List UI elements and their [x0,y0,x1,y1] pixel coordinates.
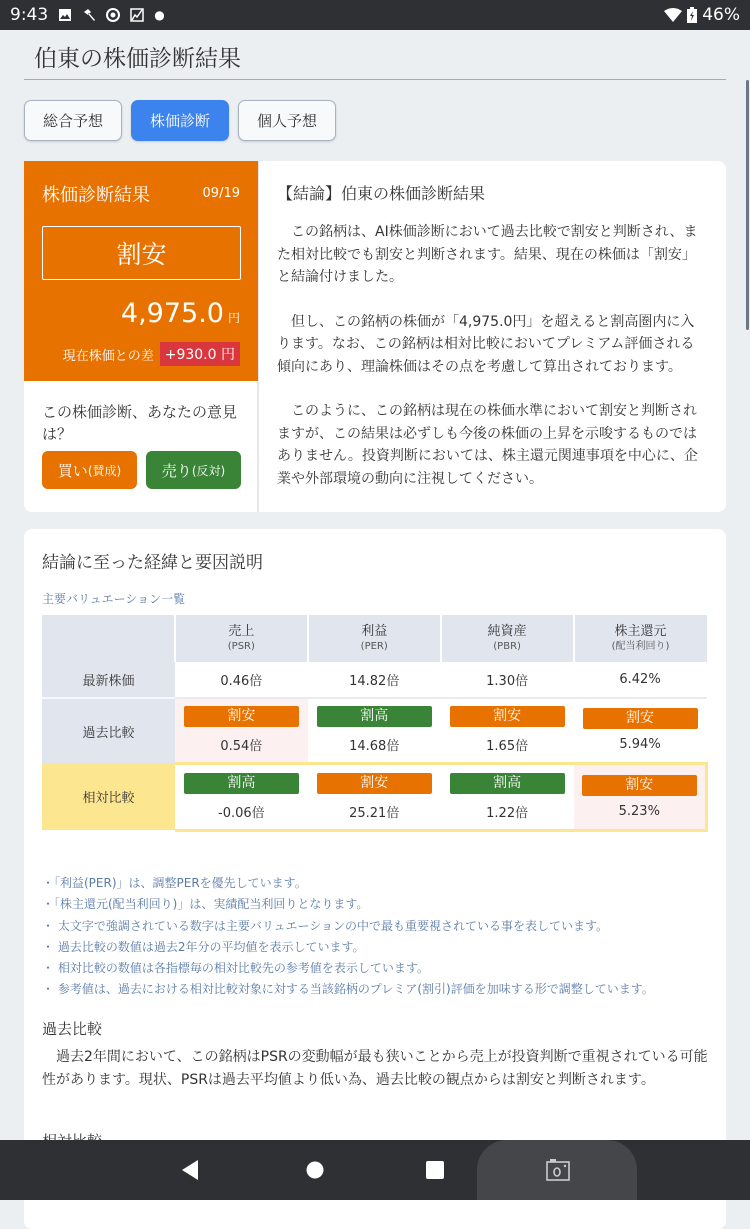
conclusion-paragraph: この銘柄は、AI株価診断において過去比較で割安と判断され、また相対比較でも割安と判断されます。結果、現在の株価は「割安」と結論付けました。 [277,224,698,285]
scrollbar[interactable] [746,80,749,330]
conclusion-paragraph: 但し、この銘柄の株価が「4,975.0円」を超えると割高圏内に入ります。なお、この銘柄は相対比較においてプレミアム評価される傾向にあり、理論株価はその点を考慮して算出されております。 [277,313,695,375]
battery-level: 46% [702,5,740,25]
notes-list [42,873,712,1001]
image-icon [58,8,72,22]
reasons-card [24,529,726,1229]
conclusion-heading: 【結論】伯東の株価診断結果 [277,184,486,203]
verdict-pill: 割高 [317,706,432,727]
conclusion-paragraph: このように、この銘柄は現在の株価水準において割安と判断されますが、この結果は必ずしも今後の株価の上昇を示唆するものではありません。投資判断においては、株主還元関連事項を中心に、企業や外部環境の動向に注視してください。 [277,403,698,487]
table-cell: 割高 -0.06倍 [175,763,308,830]
screenshot-icon [546,1159,570,1181]
screenshot-button[interactable] [540,1140,575,1200]
home-icon [306,1161,324,1179]
verdict-pill: 割安 [184,706,299,727]
buy-label: 買い [57,461,88,480]
table-row-past [42,698,707,763]
back-icon [182,1160,198,1180]
table-cell: 割安 25.21倍 [308,763,441,830]
table-cell: 割安 5.94% [574,698,707,763]
table-cell: 割安 1.65倍 [441,698,574,763]
title-divider [24,79,726,80]
chart-icon [130,8,144,22]
col-header-pbr: 純資産 (PBR) [441,615,574,662]
row-header: 相対比較 [42,763,175,830]
table-row-latest [42,662,707,698]
buy-agree-button[interactable] [42,451,137,489]
table-cell: 0.46倍 [175,662,308,698]
buy-sub-label: (賛成) [87,463,122,478]
price-difference [63,342,240,366]
table-cell: 割高 1.22倍 [441,763,574,830]
tab-stock-diagnosis[interactable]: 株価診断 [131,100,229,141]
row-header: 最新株価 [42,662,175,698]
recents-button[interactable] [420,1140,450,1200]
row-header: 過去比較 [42,698,175,763]
table-caption: 主要バリュエーション一覧 [42,592,186,606]
col-header-dividend: 株主還元 (配当利回り) [574,615,707,662]
hammer-icon [82,8,96,22]
system-nav-bar [0,1140,750,1200]
diff-label: 現在株価との差 [62,348,154,364]
verdict-pill: 割安 [583,708,698,729]
result-panel [24,161,258,381]
valuation-table [42,615,708,832]
col-header-per: 利益 (PER) [308,615,441,662]
corner-cell [42,615,175,662]
tab-personal-forecast[interactable]: 個人予想 [238,100,336,141]
opinion-section [24,381,258,512]
theoretical-price [121,298,240,329]
opinion-question: この株価診断、あなたの意見は？ [42,403,238,443]
table-cell: 6.42% [574,662,707,698]
past-comparison-title: 過去比較 [42,1020,103,1038]
note-item: ・「利益(PER)」は、調整PERを優先しています。 [42,876,307,890]
diff-badge: +930.0 円 [160,342,240,366]
table-cell: 1.30倍 [441,662,574,698]
price-value: 4,975.0 [120,298,224,329]
sell-disagree-button[interactable] [146,451,241,489]
verdict-pill: 割安 [582,775,697,796]
chrome-icon [106,8,120,22]
table-cell: 割安 0.54倍 [175,698,308,763]
diagnosis-card [24,161,726,512]
result-date: 09/19 [202,186,240,201]
verdict-pill: 割高 [450,773,565,794]
status-bar [0,0,750,30]
page-content [0,30,750,1140]
battery-icon [687,7,697,23]
back-button[interactable] [175,1140,205,1200]
recents-icon [426,1161,444,1179]
past-comparison-body: 過去2年間において、この銘柄はPSRの変動幅が最も狭いことから売上が投資判断で重視されている可能性があります。現状、PSRは過去平均値より低い為、過去比較の観点からは割安と判断されます。 [42,1049,708,1088]
verdict-box: 割安 [42,226,241,280]
note-item: ・「株主還元(配当利回り)」は、実績配当利回りとなります。 [42,897,369,912]
conclusion-panel [258,161,726,512]
note-item: ・ 太文字で強調されている数字は主要バリュエーションの中で最も重要視されている事を表しています。 [42,918,609,933]
sell-label: 売り [161,461,192,480]
verdict-pill: 割高 [184,773,299,794]
note-item: ・ 相対比較の数値は各指標毎の相対比較先の参考値を表示しています。 [42,961,429,976]
reasons-title: 結論に至った経緯と要因説明 [42,553,263,573]
home-button[interactable] [300,1140,330,1200]
price-unit: 円 [227,311,240,325]
sell-sub-label: (反対) [191,463,226,478]
tab-bar [24,100,336,141]
table-cell: 14.82倍 [308,662,441,698]
table-row-relative [42,763,707,830]
page-title: 伯東の株価診断結果 [34,46,241,72]
col-header-psr: 売上 (PSR) [175,615,308,662]
note-item: ・ 過去比較の数値は過去2年分の平均値を表示しています。 [42,939,365,954]
note-item: ・ 参考値は、過去における相対比較対象に対する当該銘柄のプレミア(割引)評価を加味する形で調整しています。 [42,982,654,997]
result-title: 株価診断結果 [42,185,150,206]
table-cell: 割高 14.68倍 [308,698,441,763]
dot-icon: ● [154,8,165,22]
verdict-pill: 割安 [450,706,565,727]
status-time: 9:43 [10,5,49,25]
verdict-pill: 割安 [317,773,432,794]
table-cell: 割安 5.23% [574,763,707,830]
wifi-icon [664,8,682,22]
tab-overall-forecast[interactable]: 総合予想 [24,100,122,141]
